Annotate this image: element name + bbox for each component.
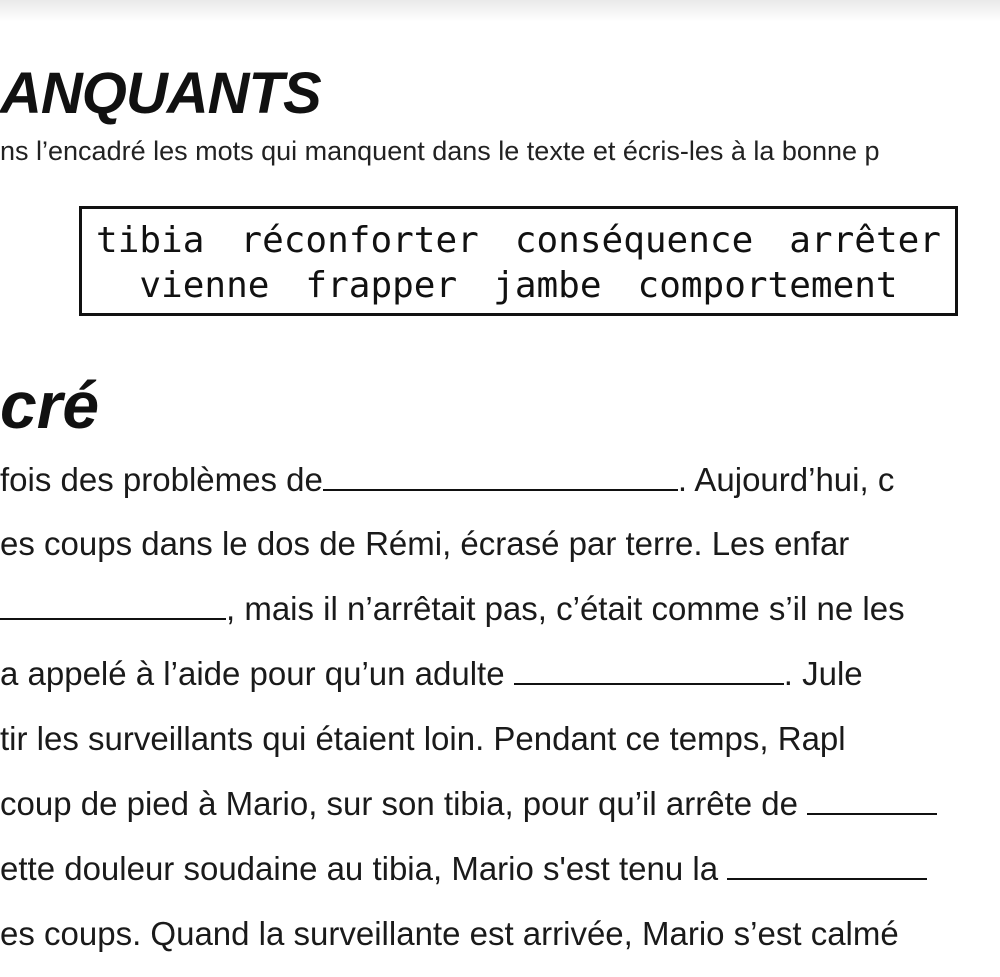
story-text: . Jule [783,655,863,692]
story-line [0,587,905,631]
story-title: cré [0,368,100,442]
story-line [0,782,937,826]
story-line [0,652,863,696]
word-bank-word: vienne [139,265,270,306]
word-bank-word: réconforter [240,220,479,261]
page-top-shadow [0,0,1000,22]
story-text: es coups dans le dos de Rémi, écrasé par terre. Les enfar [0,525,850,562]
story-text: es coups. Quand la surveillante est arrivée, Mario s’est calmé [0,915,899,952]
story-line [0,847,927,891]
word-bank-word: frapper [305,265,458,306]
story-line [0,522,849,566]
exercise-heading: ANQUANTS [0,61,321,126]
story-text: ette douleur soudaine au tibia, Mario s'est tenu la [0,850,728,887]
word-bank-word: jambe [493,265,602,306]
word-bank-word: comportement [637,265,898,306]
answer-blank[interactable] [807,783,937,815]
story-text: tir les surveillants qui étaient loin. Pendant ce temps, Rapl [0,720,846,757]
exercise-instruction: ns l’encadré les mots qui manquent dans le texte et écris-les à la bonne p [0,136,880,166]
story-text: fois des problèmes de [0,461,323,498]
answer-blank[interactable] [514,653,784,685]
word-bank-row [82,219,955,263]
story-line [0,458,894,502]
word-bank-row [82,264,955,308]
word-bank-box [79,206,958,316]
answer-blank[interactable] [727,848,927,880]
story-text: . Aujourd’hui, c [677,461,895,498]
story-text: a appelé à l’aide pour qu’un adulte [0,655,514,692]
story-line [0,912,899,956]
word-bank-word: arrêter [789,220,941,261]
word-bank-word: tibia [96,220,205,261]
story-text: coup de pied à Mario, sur son tibia, pour qu’il arrête de [0,785,808,822]
story-text: , mais il n’arrêtait pas, c’était comme s’il ne les [226,590,905,627]
story-line [0,717,846,761]
word-bank-word: conséquence [514,220,754,261]
answer-blank[interactable] [0,588,226,620]
answer-blank[interactable] [323,459,678,491]
